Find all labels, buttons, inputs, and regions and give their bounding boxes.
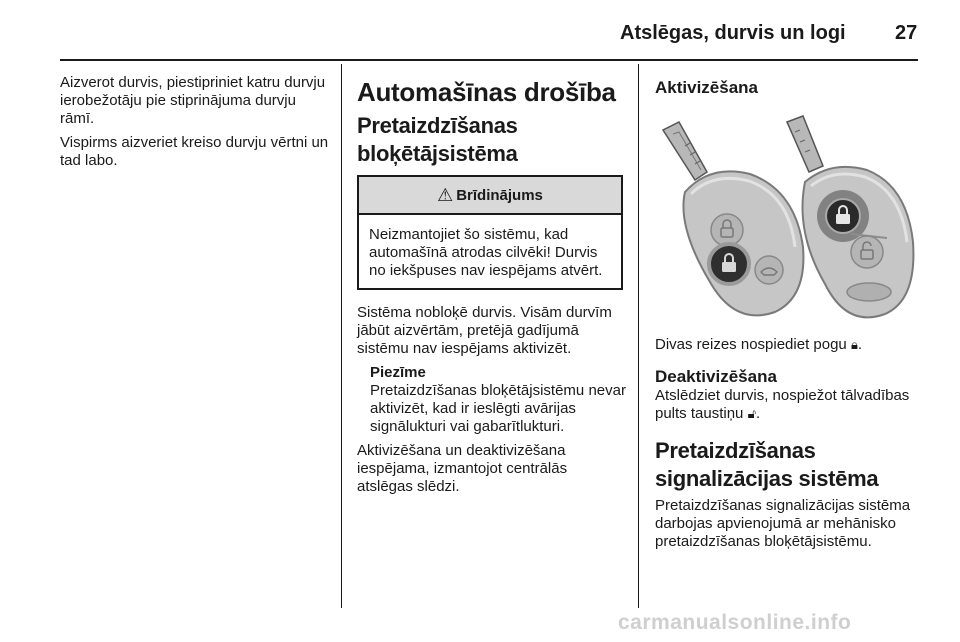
- warning-text: Neizmantojiet šo sistēmu, kad automašīnā atrodas cilvēki! Durvis no iekšpuses nav iespējams atvērt.: [369, 226, 603, 279]
- column-1: [60, 62, 330, 170]
- unlock-button-icon: 🔓︎: [747, 406, 756, 421]
- activation-caption: [655, 336, 920, 354]
- column-divider-left: [341, 64, 342, 608]
- section-title: Automašīnas drošība: [357, 77, 616, 107]
- note-text: Pretaizdzīšanas bloķētājsistēmu nevar aktivizēt, kad ir ieslēgti avārijas signālukturi vai gabarītlukturi.: [370, 382, 626, 435]
- note: [370, 364, 627, 436]
- warning-header: [359, 177, 621, 215]
- deactivation-text-body: Atslēdziet durvis, nospiežot tālvadības pults taustiņu: [655, 387, 910, 422]
- signal-system-heading: Pretaizdzīšanas signalizācijas sistēma: [655, 438, 879, 491]
- close-order-paragraph: Vispirms aizveriet kreiso durvju vērtni un tad labo.: [60, 134, 329, 169]
- activation-caption-text: Divas reizes nospiediet pogu: [655, 336, 851, 353]
- subsection-title: Pretaizdzīšanas bloķētājsistēma: [357, 113, 518, 166]
- door-limiter-paragraph: Aizverot durvis, piestipriniet katru durvju ierobežotāju pie stiprinājuma durvju rāmī.: [60, 74, 326, 127]
- column-2: [357, 62, 627, 496]
- column-divider-right: [638, 64, 639, 608]
- right-key: [787, 116, 913, 317]
- page-header-title: Atslēgas, durvis un logi: [620, 22, 846, 44]
- warning-body: [359, 215, 621, 288]
- remote-key-fobs-illustration: [655, 112, 920, 328]
- deactivation-heading: Deaktivizēšana: [655, 367, 777, 386]
- note-title: Piezīme: [370, 364, 426, 381]
- warning-box: [357, 175, 623, 290]
- left-key: [663, 122, 803, 315]
- header-rule: [60, 59, 918, 61]
- watermark: carmanualsonline.info: [618, 611, 852, 634]
- activation-method-paragraph: Aktivizēšana un deaktivizēšana iespējama, izmantojot centrālās atslēgas slēdzi.: [357, 442, 568, 495]
- lock-system-paragraph: Sistēma nobloķē durvis. Visām durvīm jābūt aizvērtām, pretējā gadījumā sistēmu nav iespējams aktivizēt.: [357, 304, 612, 357]
- deactivation-text: [655, 387, 920, 423]
- warning-title: Brīdinājums: [456, 186, 543, 204]
- column-3: [655, 62, 920, 551]
- activation-heading: Aktivizēšana: [655, 78, 758, 97]
- page-number: 27: [895, 22, 918, 44]
- activation-caption-end: .: [857, 336, 863, 353]
- deactivation-text-end: .: [756, 405, 761, 422]
- warning-triangle-icon: ⚠: [437, 184, 454, 205]
- signal-system-text: Pretaizdzīšanas signalizācijas sistēma darbojas apvienojumā ar mehānisko pretaizdzīšanas bloķētājsistēmu.: [655, 497, 911, 550]
- lock-button-icon: 🔒︎: [850, 337, 858, 352]
